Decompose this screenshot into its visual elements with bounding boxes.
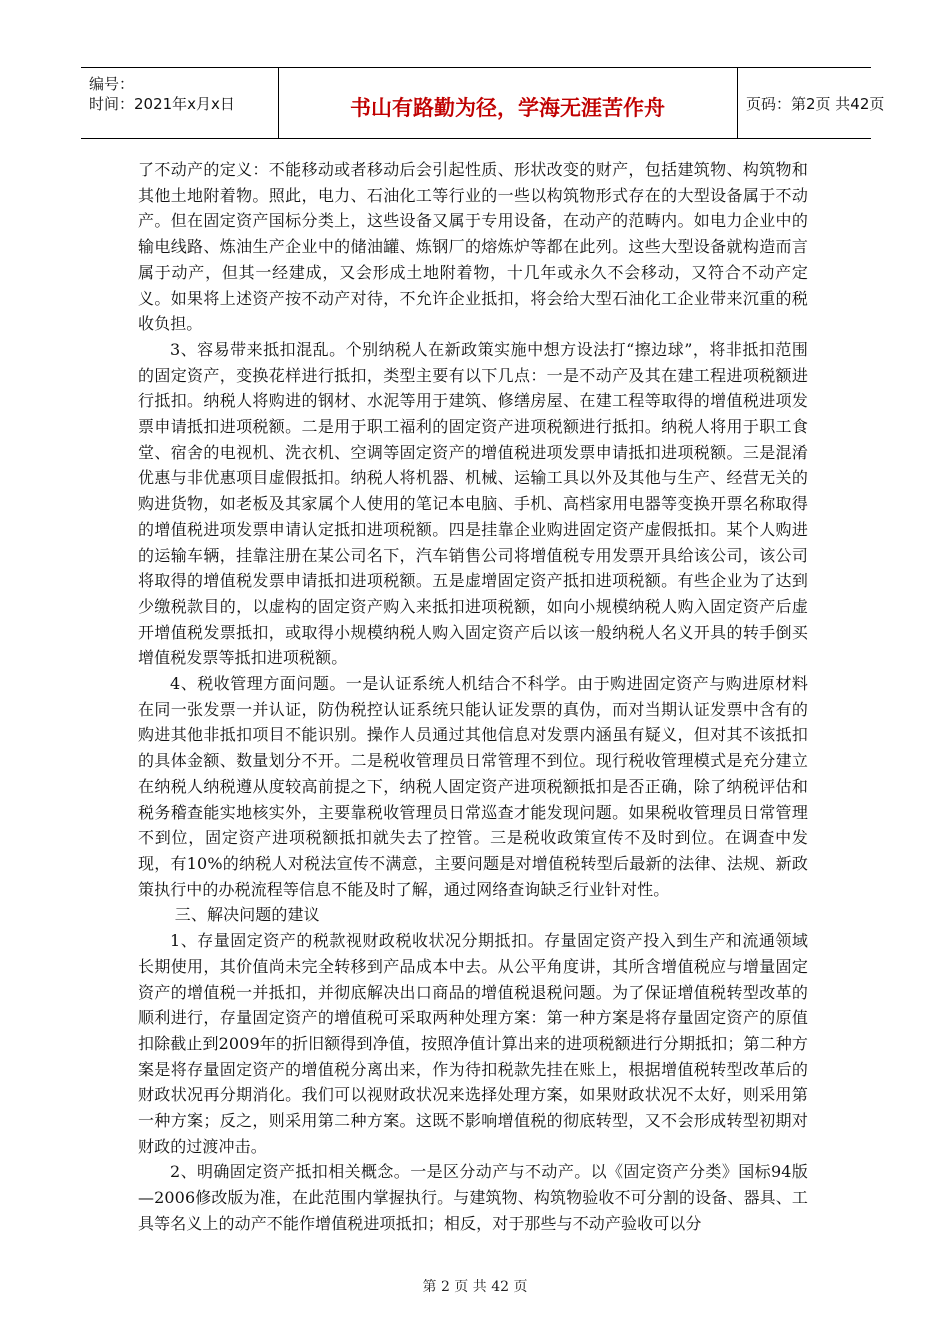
header-page-cell	[738, 68, 885, 138]
body-paragraph: 3、容易带来抵扣混乱。个别纳税人在新政策实施中想方设法打“擦边球”，将非抵扣范围的固定资产，变换花样进行抵扣，类型主要有以下几点：一是不动产及其在建工程进项税额进行抵扣。纳税人将购进的钢材、水泥等用于建筑、修缮房屋、在建工程等取得的增值税进项发票申请抵扣进项税额。二是用于职工福利的固定资产进项税额进行抵扣。纳税人将用于职工食堂、宿舍的电视机、洗衣机、空调等固定资产的增值税进项发票申请抵扣进项税额。三是混淆优惠与非优惠项目虚假抵扣。纳税人将机器、机械、运输工具以外及其他与生产、经营无关的购进货物，如老板及其家属个人使用的笔记本电脑、手机、高档家用电器等变换开票名称取得的增值税进项发票申请认定抵扣进项税额。四是挂靠企业购进固定资产虚假抵扣。某个人购进的运输车辆，挂靠注册在某公司名下，汽车销售公司将增值税专用发票开具给该公司，该公司将取得的增值税发票申请抵扣进项税额。五是虚增固定资产抵扣进项税额。有些企业为了达到少缴税款目的，以虚构的固定资产购入来抵扣进项税额，如向小规模纳税人购入固定资产后虚开增值税发票抵扣，或取得小规模纳税人购入固定资产后以该一般纳税人名义开具的转手倒买增值税发票等抵扣进项税额。	[138, 339, 808, 668]
page-footer: 第 2 页 共 42 页	[422, 1279, 528, 1295]
header-page-info: 页码：第2页 共42页	[746, 95, 885, 113]
header-motto-cell	[278, 68, 738, 138]
body-paragraph: 1、存量固定资产的税款视财政税收状况分期抵扣。存量固定资产投入到生产和流通领域长期使用，其价值尚未完全转移到产品成本中去。从公平角度讲，其所含增值税应与增量固定资产的增值税一并抵扣，并彻底解决出口商品的增值税退税问题。为了保证增值税转型改革的顺利进行，存量固定资产的增值税可采取两种处理方案：第一种方案是将存量固定资产的原值扣除截止到2009年的折旧额得到净值，按照净值计算出来的进项税额进行分期抵扣；第二种方案是将存量固定资产的增值税分离出来，作为待扣税款先挂在账上，根据增值税转型改革后的财政状况再分期消化。我们可以视财政状况来选择处理方案，如果财政状况不太好，则采用第一种方案；反之，则采用第二种方案。这既不影响增值税的彻底转型，又不会形成转型初期对财政的过渡冲击。	[138, 931, 808, 1156]
section-heading: 三、解决问题的建议	[174, 905, 320, 925]
body-paragraph: 4、税收管理方面问题。一是认证系统人机结合不科学。由于购进固定资产与购进原材料在同一张发票一并认证，防伪税控认证系统只能认证发票的真伪，而对当期认证发票中含有的购进其他非抵扣项目不能识别。操作人员通过其他信息对发票内涵虽有疑义，但对其不该抵扣的具体金额、数量划分不开。二是税收管理员日常管理不到位。现行税收管理模式是充分建立在纳税人纳税遵从度较高前提之下，纳税人固定资产进项税额抵扣是否正确，除了纳税评估和税务稽查能实地核实外，主要靠税收管理员日常巡查才能发现问题。如果税收管理员日常管理不到位，固定资产进项税额抵扣就失去了控管。三是税收政策宣传不及时到位。在调查中发现，有10%的纳税人对税法宣传不满意，主要问题是对增值税转型后最新的法律、法规、新政策执行中的办税流程等信息不能及时了解，通过网络查询缺乏行业针对性。	[138, 674, 808, 899]
document-body	[138, 157, 808, 1237]
header-motto: 书山有路勤为径，学海无涯苦作舟	[350, 96, 665, 120]
page-header	[81, 67, 885, 139]
document-time-label: 时间：2021年x月x日	[89, 95, 235, 113]
header-meta-cell	[81, 68, 279, 138]
body-paragraph: 了不动产的定义：不能移动或者移动后会引起性质、形状改变的财产，包括建筑物、构筑物和其他土地附着物。照此，电力、石油化工等行业的一些以构筑物形式存在的大型设备属于不动产。但在固定资产国标分类上，这些设备又属于专用设备，在动产的范畴内。如电力企业中的输电线路、炼油生产企业中的储油罐、炼钢厂的熔炼炉等都在此列。这些大型设备就构造而言属于动产，但其一经建成，又会形成土地附着物，十几年或永久不会移动，又符合不动产定义。如果将上述资产按不动产对待，不允许企业抵扣，将会给大型石油化工企业带来沉重的税收负担。	[138, 160, 808, 334]
body-paragraph: 2、明确固定资产抵扣相关概念。一是区分动产与不动产。以《固定资产分类》国标94版—2006修改版为准，在此范围内掌握执行。与建筑物、构筑物验收不可分割的设备、器具、工具等名义上的动产不能作增值税进项抵扣；相反，对于那些与不动产验收可以分	[138, 1162, 808, 1233]
document-number-label: 编号：	[89, 75, 135, 93]
